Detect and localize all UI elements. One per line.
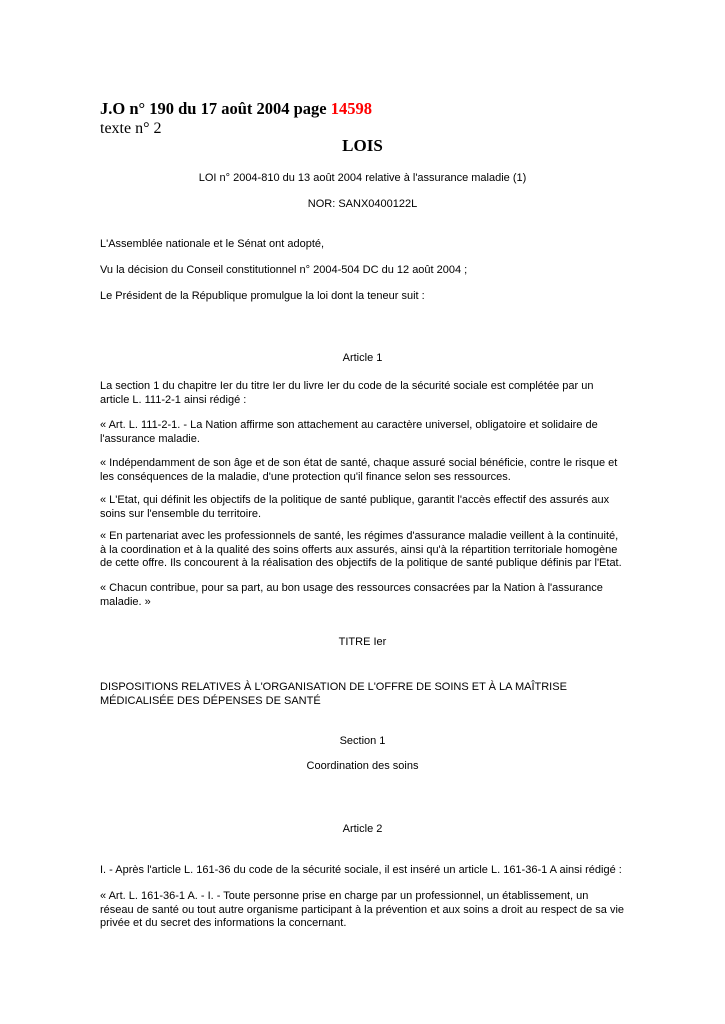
article-2-heading: Article 2 <box>342 823 383 835</box>
article-2-paragraph: « Art. L. 161-36-1 A. - I. - Toute personne prise en charge par un professionnel, un établissement, un réseau de santé ou tout autre organisme participant à la prévention et aux soins a droit au respect de sa vie privée et du secret des informations la concernant. <box>100 890 625 929</box>
preamble-adopted: L'Assemblée nationale et le Sénat ont adopté, <box>100 238 325 250</box>
article-1-paragraph: « En partenariat avec les professionnels de santé, les régimes d'assurance maladie veillent à la continuité, à la coordination et à la qualité des soins offerts aux assurés, ainsi qu'à la répartition territoriale homogène de cette offre. Ils concourent à la réalisation des objectifs de la politique de santé publique définis par l'Etat. <box>100 530 622 569</box>
journal-page-number: 14598 <box>330 99 373 118</box>
article-1-paragraph: « L'Etat, qui définit les objectifs de la politique de santé publique, garantit l'accès effectif des assurés aux soins sur l'ensemble du territoire. <box>100 494 610 520</box>
journal-reference <box>100 99 372 119</box>
section-1-title: Coordination des soins <box>306 760 419 772</box>
article-1-paragraph: « Indépendamment de son âge et de son état de santé, chaque assuré social bénéficie, contre le risque et les conséquences de la maladie, d'une protection qu'il finance selon ses ressources. <box>100 457 618 483</box>
article-1-intro: La section 1 du chapitre Ier du titre Ier du livre Ier du code de la sécurité sociale est complétée par un article L. 111-2-1 ainsi rédigé : <box>100 380 594 406</box>
article-1-paragraph: « Chacun contribue, pour sa part, au bon usage des ressources consacrées par la Nation à l'assurance maladie. » <box>100 582 603 608</box>
titre-1-heading: TITRE Ier <box>338 636 387 648</box>
journal-reference-text: J.O n° 190 du 17 août 2004 page <box>100 99 331 118</box>
titre-1-title: DISPOSITIONS RELATIVES À L'ORGANISATION DE L'OFFRE DE SOINS ET À LA MAÎTRISE MÉDICALISÉE DES DÉPENSES DE SANTÉ <box>100 681 567 707</box>
article-1-paragraph: « Art. L. 111-2-1. - La Nation affirme son attachement au caractère universel, obligatoire et solidaire de l'assurance maladie. <box>100 419 598 445</box>
section-1-heading: Section 1 <box>339 735 386 747</box>
texte-number: texte n° 2 <box>100 120 162 137</box>
preamble-decision: Vu la décision du Conseil constitutionnel n° 2004-504 DC du 12 août 2004 ; <box>100 264 468 276</box>
article-1-heading: Article 1 <box>342 352 383 364</box>
preamble-promulgation: Le Président de la République promulgue la loi dont la teneur suit : <box>100 290 425 302</box>
section-title-lois: LOIS <box>342 136 383 155</box>
law-subtitle: LOI n° 2004-810 du 13 août 2004 relative à l'assurance maladie (1) <box>198 172 527 184</box>
article-2-paragraph: I. - Après l'article L. 161-36 du code de la sécurité sociale, il est inséré un article L. 161-36-1 A ainsi rédigé : <box>100 864 622 876</box>
nor-reference: NOR: SANX0400122L <box>307 198 418 210</box>
